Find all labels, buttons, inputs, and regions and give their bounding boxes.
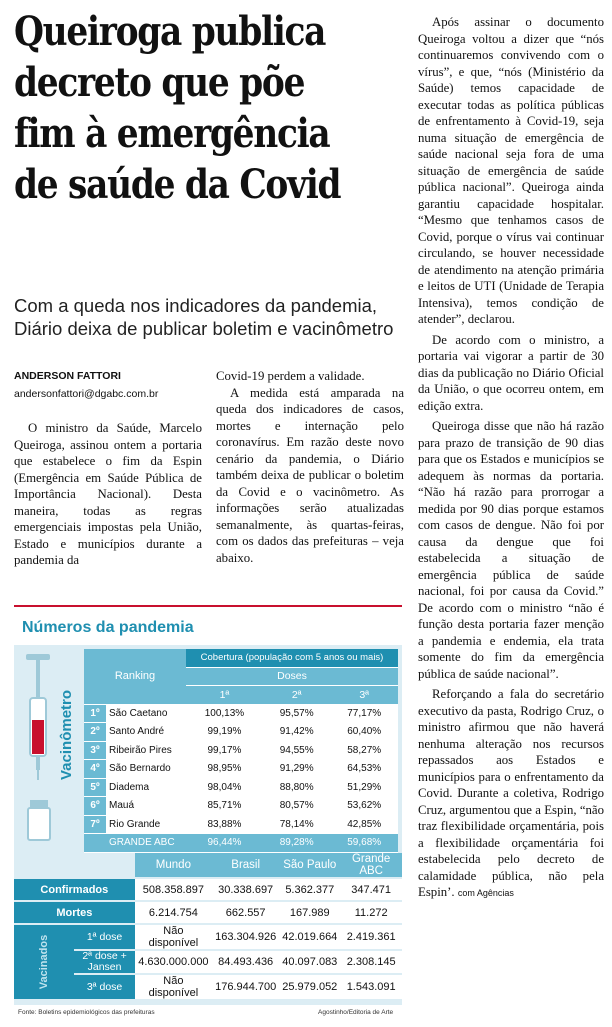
ranking-position: 7º (84, 815, 106, 834)
row-value: 508.358.897 (135, 878, 212, 901)
ranking-dose3: 42,85% (330, 815, 398, 834)
ranking-dose2: 80,57% (263, 797, 331, 816)
ranking-dose1: 100,13% (186, 704, 263, 723)
doses-header: Doses (186, 667, 398, 686)
dose-value: 176.944.700 (212, 974, 279, 1000)
ranking-row (84, 741, 398, 760)
ranking-dose1: 99,17% (186, 741, 263, 760)
row-value: 167.989 (279, 901, 340, 924)
ranking-position: 2º (84, 723, 106, 742)
ranking-dose3: 77,17% (330, 704, 398, 723)
ranking-dose2: 91,29% (263, 760, 331, 779)
ranking-dose3: 51,29% (330, 778, 398, 797)
paragraph: De acordo com o ministro, a portaria vai vigorar a partir de 30 dias da publicação no Diário Oficial da União, o que ocorreu ontem, em edição extra. (418, 332, 604, 413)
pandemic-numbers-table (14, 853, 402, 1001)
dose-value: 25.979.052 (279, 974, 340, 1000)
paragraph: Após assinar o documento Queiroga voltou a dizer que “nós continuaremos convivendo com o vírus”, e que, “nós (Ministério da Saúde) temos capacidade de executar todas as política públicas de enfrentamento à Covid-19, seja numa situação de emergência de saúde nacional seja fora de uma situação de emergência de saúde pública nacional”. Queiroga ainda garantiu capacidade hospitalar. “Mesmo que tenhamos casos de Covid, porque o vírus vai continuar circulando, se houver necessidade de atendimento na atenção primária e leitos de UTI (Unidade de Terapia Intensiva), temos condição de atender”, declarou. (418, 15, 604, 326)
agency-credit: com Agências (457, 888, 514, 898)
author-email[interactable]: andersonfattori@dgabc.com.br (14, 388, 159, 400)
ranking-row (84, 704, 398, 723)
pandemic-row (14, 901, 402, 924)
ranking-position: 5º (84, 778, 106, 797)
ranking-dose1: 98,95% (186, 760, 263, 779)
ranking-position: 3º (84, 741, 106, 760)
ranking-header: Ranking (84, 649, 186, 704)
dose-value: 4.630.000.000 (135, 950, 212, 974)
dose-value: 163.304.926 (212, 924, 279, 950)
total-spacer (84, 834, 106, 853)
dose-label: 2ª dose + Jansen (74, 950, 134, 974)
paragraph: Queiroga disse que não há razão para prazo de transição de 90 dias para que os Estados e municípios se adequem às normas da portaria. “Não há razão para prorrogar a medida por 90 dias porque estamos com casos de dengue. Não foi por causa da dengue que foi estabelecida a situação de emergência pública de saúde nacional, foi por causa da Covid.” De acordo com o ministro “não é função desta portaria fazer menção a pandemia e endemia, ela trata somente do fim da emergência pública de saúde nacional”. (418, 419, 604, 681)
ranking-row (84, 797, 398, 816)
dose-value: 2.419.361 (340, 924, 402, 950)
vaccination-ranking-table (84, 649, 398, 853)
paragraph-text: Reforçando a fala do secretário executivo da pasta, Rodrigo Cruz, o ministro afirmou que não haverá nenhuma alteração nos recursos repassados aos Estados e municípios para o enfrentamento da Covid. Durante a coletiva, Rodrigo Cruz, argumentou que a Espin, “não traz flexibilidade orçamentária, pois a flexibilidade orçamentária foi estabelecida pelo decreto de calamidade pública, não pela Espin’. (418, 687, 604, 899)
row-label: Mortes (14, 901, 135, 924)
column-header: Grande ABC (340, 853, 402, 878)
ranking-city: Rio Grande (106, 815, 186, 834)
ranking-position: 4º (84, 760, 106, 779)
ranking-dose1: 99,19% (186, 723, 263, 742)
ranking-dose3: 64,53% (330, 760, 398, 779)
paragraph: A medida está amparada na queda dos indicadores de casos, mortes e internação pelo coronavírus. Em razão deste novo cenário da pandemia, o Diário também deixa de publicar o boletim da Covid e o vacinômetro. As informações serão atualizadas semanalmente, às quartas-feiras, com os dados das prefeituras – veja abaixo. (216, 385, 404, 565)
row-value: 662.557 (212, 901, 279, 924)
dose-value: 42.019.664 (279, 924, 340, 950)
ranking-row (84, 760, 398, 779)
article-column-2 (216, 368, 404, 566)
ranking-dose1: 83,88% (186, 815, 263, 834)
vaccinated-group-text: Vacinados (38, 934, 51, 990)
dose-label: 3ª dose (74, 974, 134, 1000)
ranking-dose3: 58,27% (330, 741, 398, 760)
row-value: 347.471 (340, 878, 402, 901)
ranking-city: São Bernardo (106, 760, 186, 779)
ranking-dose2: 95,57% (263, 704, 331, 723)
subheadline: Com a queda nos indicadores da pandemia, Diário deixa de publicar boletim e vacinômetro (14, 295, 394, 339)
ranking-dose2: 94,55% (263, 741, 331, 760)
ranking-city: Diadema (106, 778, 186, 797)
vacinometro-label: Vacinômetro (58, 689, 75, 780)
vaccinated-row (14, 924, 402, 950)
dose-column-header: 1ª (186, 686, 263, 705)
article-column-1 (14, 420, 202, 569)
section-divider (14, 605, 402, 607)
ranking-dose2: 88,80% (263, 778, 331, 797)
ranking-city: Mauá (106, 797, 186, 816)
row-value: 6.214.754 (135, 901, 212, 924)
dose-value: 84.493.436 (212, 950, 279, 974)
dose-value: 1.543.091 (340, 974, 402, 1000)
row-label: Confirmados (14, 878, 135, 901)
column-header: São Paulo (279, 853, 340, 878)
paragraph (418, 686, 604, 902)
total-value: 59,68% (330, 834, 398, 853)
ranking-position: 1º (84, 704, 106, 723)
ranking-dose2: 78,14% (263, 815, 331, 834)
dose-value: Não disponível (135, 924, 212, 950)
ranking-row (84, 815, 398, 834)
ranking-dose1: 98,04% (186, 778, 263, 797)
dose-label: 1ª dose (74, 924, 134, 950)
dose-value: 40.097.083 (279, 950, 340, 974)
ranking-dose2: 91,42% (263, 723, 331, 742)
ranking-row (84, 778, 398, 797)
paragraph: O ministro da Saúde, Marcelo Queiroga, assinou ontem a portaria que estabelece o fim da Espin (Emergência em Saúde Pública de Importância Nacional). Desta maneira, todas as regras emergenciais impostas pela União, Estado e municípios durante a pandemia da (14, 421, 202, 567)
dose-column-header: 2ª (263, 686, 331, 705)
dose-column-header: 3ª (330, 686, 398, 705)
total-value: 96,44% (186, 834, 263, 853)
corner-cell (14, 853, 135, 878)
row-value: 11.272 (340, 901, 402, 924)
dose-value: Não disponível (135, 974, 212, 1000)
pandemic-row (14, 878, 402, 901)
ranking-city: Ribeirão Pires (106, 741, 186, 760)
ranking-dose1: 85,71% (186, 797, 263, 816)
ranking-city: Santo André (106, 723, 186, 742)
column-header: Brasil (212, 853, 279, 878)
art-credit: Agostinho/Editoria de Arte (318, 1009, 394, 1016)
ranking-dose3: 60,40% (330, 723, 398, 742)
dose-value: 2.308.145 (340, 950, 402, 974)
infographic-title: Números da pandemia (22, 619, 194, 636)
row-value: 30.338.697 (212, 878, 279, 901)
vaccinated-group-label (14, 924, 74, 1000)
total-label: GRANDE ABC (106, 834, 186, 853)
ranking-city: São Caetano (106, 704, 186, 723)
author: ANDERSON FATTORI (14, 370, 121, 382)
paragraph: Covid-19 perdem a validade. (216, 369, 365, 383)
row-value: 5.362.377 (279, 878, 340, 901)
headline: Queiroga publica decreto que põe fim à emergência de saúde da Covid (14, 8, 341, 208)
article-column-3 (418, 14, 604, 906)
ranking-dose3: 53,62% (330, 797, 398, 816)
coverage-header: Cobertura (população com 5 anos ou mais) (186, 649, 398, 667)
column-header: Mundo (135, 853, 212, 878)
ranking-row (84, 723, 398, 742)
total-value: 89,28% (263, 834, 331, 853)
source-credit: Fonte: Boletins epidemiológicos das prefeituras (18, 1009, 155, 1016)
ranking-position: 6º (84, 797, 106, 816)
